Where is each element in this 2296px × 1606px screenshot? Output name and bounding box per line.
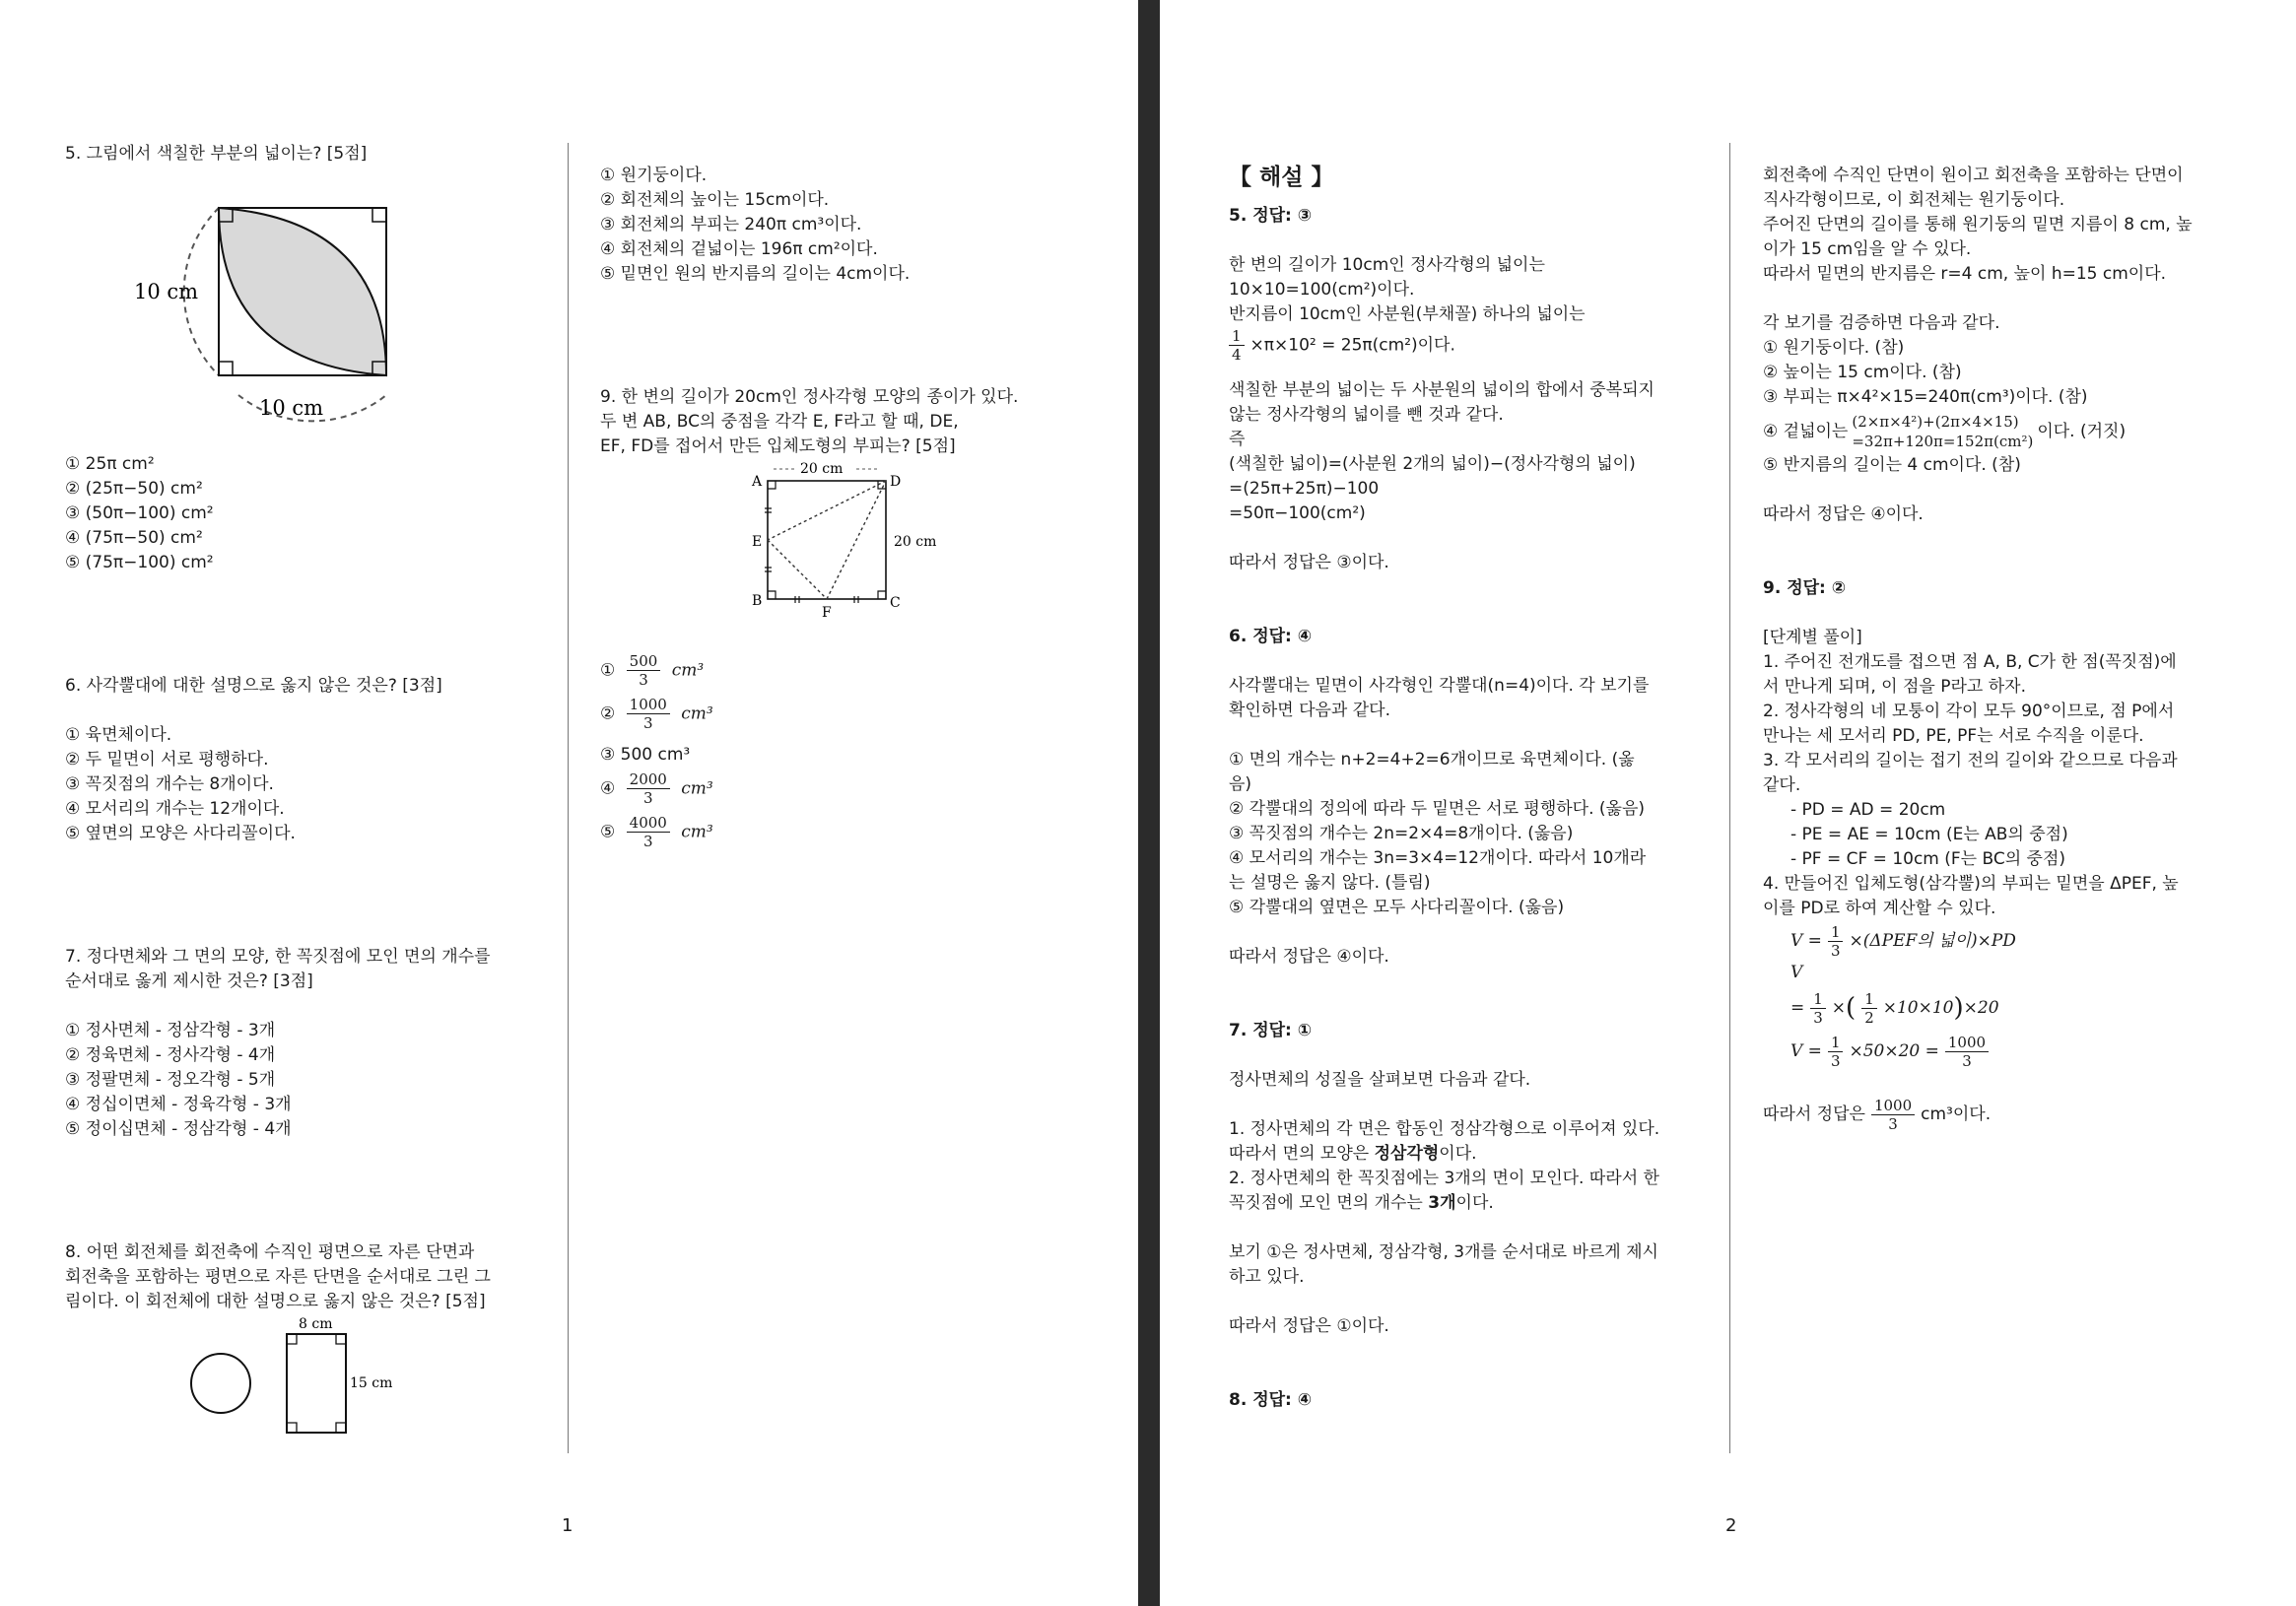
a8-line2: 직사각형이므로, 이 회전체는 원기둥이다.: [1763, 190, 2065, 210]
q7-option-3[interactable]: ③ 정팔면체 - 정오각형 - 5개: [65, 1070, 276, 1090]
a5-line8: (색칠한 넓이)=(사분원 2개의 넓이)−(정사각형의 넓이): [1229, 454, 1636, 474]
q9-option-1[interactable]: ① $\frac{500}{3}$ cm³: [600, 652, 705, 689]
a6-line2: 확인하면 다음과 같다.: [1229, 701, 1391, 720]
a5-answer: 5. 정답: ③: [1229, 206, 1313, 226]
q9-top-label: 20 cm: [800, 461, 844, 477]
q6-text: 6. 사각뿔대에 대한 설명으로 옳지 않은 것은? [3점]: [65, 676, 442, 696]
q5-option-4[interactable]: ④ (75π−50) cm²: [65, 528, 203, 548]
q9-figure: [738, 459, 994, 627]
a8-check-1: ① 원기둥이다. (참): [1763, 338, 1905, 358]
q5-option-1[interactable]: ① 25π cm²: [65, 454, 155, 474]
a5-line6: 않는 정사각형의 넓이를 뺀 것과 같다.: [1229, 405, 1504, 425]
a5-line10: =50π−100(cm²): [1229, 503, 1366, 523]
q8-rectangle-cross-section: [287, 1334, 346, 1433]
a5-line3: 반지름이 10cm인 사분원(부채꼴) 하나의 넓이는: [1229, 304, 1586, 324]
a6-line5: ② 각뿔대의 정의에 따라 두 밑면은 서로 평행하다. (옳음): [1229, 799, 1646, 819]
q8-figure: [188, 1314, 425, 1452]
a6-line7: ④ 모서리의 개수는 3n=3×4=12개이다. 따라서 10개라: [1229, 848, 1647, 868]
q9-option-2[interactable]: ② $\frac{1000}{3}$ cm³: [600, 696, 713, 732]
q8-option-1[interactable]: ① 원기둥이다.: [600, 166, 708, 185]
q8-option-5[interactable]: ⑤ 밑면인 원의 반지름의 길이는 4cm이다.: [600, 264, 911, 284]
a6-line8: 는 설명은 옳지 않다. (틀림): [1229, 873, 1431, 893]
a6-answer: 6. 정답: ④: [1229, 627, 1313, 646]
a8-line3: 주어진 단면의 길이를 통해 원기둥의 밑면 지름이 8 cm, 높: [1763, 215, 2193, 234]
q5-option-3[interactable]: ③ (50π−100) cm²: [65, 503, 214, 523]
a7-line3: 따라서 면의 모양은 정삼각형이다.: [1229, 1144, 1477, 1164]
a9-conclusion: 따라서 정답은 $\frac{1000}{3}$ cm³이다.: [1763, 1096, 1992, 1133]
a9-line7: - PD = AD = 20cm: [1790, 800, 1946, 820]
q7-option-5[interactable]: ⑤ 정이십면체 - 정삼각형 - 4개: [65, 1119, 292, 1139]
page-2: [1160, 0, 2296, 1606]
a9-line10: 4. 만들어진 입체도형(삼각뿔)의 부피는 밑면을 ΔPEF, 높: [1763, 874, 2179, 894]
solution-heading: 【 해설 】: [1229, 165, 1334, 190]
a8-line1: 회전축에 수직인 단면이 원이고 회전축을 포함하는 단면이: [1763, 166, 2184, 185]
a7-line2: 1. 정사면체의 각 면은 합동인 정삼각형으로 이루어져 있다.: [1229, 1119, 1660, 1139]
q5-option-5[interactable]: ⑤ (75π−100) cm²: [65, 553, 214, 572]
q6-option-5[interactable]: ⑤ 옆면의 모양은 사다리꼴이다.: [65, 824, 296, 843]
q5-figure: [134, 167, 430, 423]
a9-line5: 3. 각 모서리의 길이는 접기 전의 길이와 같으므로 다음과: [1763, 751, 2178, 770]
q6-option-2[interactable]: ② 두 밑면이 서로 평행하다.: [65, 750, 269, 770]
q7-option-1[interactable]: ① 정사면체 - 정삼각형 - 3개: [65, 1021, 276, 1040]
q8-text-line2: 회전축을 포함하는 평면으로 자른 단면을 순서대로 그린 그: [65, 1267, 491, 1287]
a7-conclusion: 따라서 정답은 ①이다.: [1229, 1316, 1389, 1336]
a8-check-3: ③ 부피는 π×4²×15=240π(cm³)이다. (참): [1763, 387, 2088, 407]
a9-formula-1: V = $\frac{1}{3}$ ×(ΔPEF의 넓이)×PD: [1790, 922, 2016, 960]
page2-column-divider: [1729, 143, 1730, 1453]
a9-line2: 서 만나게 되며, 이 점을 P라고 하자.: [1763, 677, 2026, 697]
a8-conclusion: 따라서 정답은 ④이다.: [1763, 504, 1924, 524]
a6-conclusion: 따라서 정답은 ④이다.: [1229, 947, 1389, 967]
a8-line5: 따라서 밑면의 반지름은 r=4 cm, 높이 h=15 cm이다.: [1763, 264, 2167, 284]
q9-text-line2: 두 변 AB, BC의 중점을 각각 E, F라고 할 때, DE,: [600, 412, 959, 432]
q9-option-4[interactable]: ④ $\frac{2000}{3}$ cm³: [600, 770, 713, 807]
q9-right-label: 20 cm: [894, 534, 937, 550]
q8-option-3[interactable]: ③ 회전체의 부피는 240π cm³이다.: [600, 215, 862, 234]
a9-line3: 2. 정사각형의 네 모퉁이 각이 모두 90°이므로, 점 P에서: [1763, 702, 2175, 721]
q7-text-line2: 순서대로 옳게 제시한 것은? [3점]: [65, 971, 313, 991]
a7-line6: 보기 ①은 정사면체, 정삼각형, 3개를 순서대로 바르게 제시: [1229, 1242, 1658, 1262]
a6-line3: ① 면의 개수는 n+2=4+2=6개이므로 육면체이다. (옳: [1229, 750, 1635, 770]
q5-side-label: 10 cm: [134, 280, 199, 303]
page1-right-column: [600, 164, 1068, 857]
a7-line4: 2. 정사면체의 한 꼭짓점에는 3개의 면이 모인다. 따라서 한: [1229, 1169, 1659, 1188]
q8-option-2[interactable]: ② 회전체의 높이는 15cm이다.: [600, 190, 830, 210]
q8-top-label: 8 cm: [299, 1316, 333, 1332]
page2-left-column: [1229, 166, 1697, 1413]
page1-column-divider: [568, 143, 569, 1453]
a9-line6: 같다.: [1763, 775, 1801, 795]
page2-right-column: [1763, 164, 2234, 1136]
q9-text-line3: EF, FD를 접어서 만든 입체도형의 부피는? [5점]: [600, 436, 956, 456]
q7-option-4[interactable]: ④ 정십이면체 - 정육각형 - 3개: [65, 1095, 292, 1114]
q7-text-line1: 7. 정다면체와 그 면의 모양, 한 꼭짓점에 모인 면의 개수를: [65, 947, 491, 967]
q8-option-4[interactable]: ④ 회전체의 겉넓이는 196π cm²이다.: [600, 239, 878, 259]
a9-answer: 9. 정답: ②: [1763, 578, 1847, 598]
a5-line9: =(25π+25π)−100: [1229, 479, 1380, 499]
page-gutter: [1138, 0, 1160, 1606]
page1-left-column: [65, 142, 538, 1452]
q9-point-E: E: [752, 534, 763, 550]
q5-text: 5. 그림에서 색칠한 부분의 넓이는? [5점]: [65, 144, 368, 164]
a8-answer: 8. 정답: ④: [1229, 1390, 1313, 1410]
a5-conclusion: 따라서 정답은 ③이다.: [1229, 553, 1389, 572]
a9-line0: [단계별 풀이]: [1763, 628, 1862, 647]
a8-check-4: ④ 겉넓이는 (2×π×4²)+(2π×4×15) =32π+120π=152π(cm²) 이다. (거짓): [1763, 413, 2127, 450]
a9-line1: 1. 주어진 전개도를 접으면 점 A, B, C가 한 점(꼭짓점)에: [1763, 652, 2177, 672]
a9-formula-4: V = $\frac{1}{3}$ ×50×20 = $\frac{1000}{3}$: [1763, 1030, 2234, 1073]
a7-line7: 하고 있다.: [1229, 1267, 1305, 1287]
a9-formula-3: = $\frac{1}{3}$ × ( $\frac{1}{2}$ ×10×10 ) ×20: [1790, 989, 1999, 1027]
a6-line1: 사각뿔대는 밑면이 사각형인 각뿔대(n=4)이다. 각 보기를: [1229, 676, 1650, 696]
q7-option-2[interactable]: ② 정육면체 - 정사각형 - 4개: [65, 1045, 276, 1065]
q8-text-line1: 8. 어떤 회전체를 회전축에 수직인 평면으로 자른 단면과: [65, 1242, 475, 1262]
q6-option-1[interactable]: ① 육면체이다.: [65, 725, 172, 745]
a7-answer: 7. 정답: ①: [1229, 1021, 1313, 1040]
a5-line5: 색칠한 부분의 넓이는 두 사분원의 넓이의 합에서 중복되지: [1229, 380, 1654, 400]
q5-bottom-label: 10 cm: [259, 396, 324, 420]
a9-line4: 만나는 세 모서리 PD, PE, PF는 서로 수직을 이룬다.: [1763, 726, 2144, 746]
q8-side-label: 15 cm: [350, 1375, 393, 1391]
q5-option-2[interactable]: ② (25π−50) cm²: [65, 479, 203, 499]
q6-option-3[interactable]: ③ 꼭짓점의 개수는 8개이다.: [65, 774, 274, 794]
page-number-2: 2: [1725, 1515, 1737, 1536]
q9-point-C: C: [890, 595, 901, 611]
a8-check-2: ② 높이는 15 cm이다. (참): [1763, 363, 1962, 382]
a9-line11: 이를 PD로 하여 계산할 수 있다.: [1763, 899, 1996, 918]
a5-line1: 한 변의 길이가 10cm인 정사각형의 넓이는: [1229, 255, 1545, 275]
q9-point-A: A: [752, 474, 763, 490]
q6-option-4[interactable]: ④ 모서리의 개수는 12개이다.: [65, 799, 285, 819]
a8-check-5: ⑤ 반지름의 길이는 4 cm이다. (참): [1763, 455, 2021, 475]
q8-circle-cross-section: [191, 1354, 250, 1413]
q9-point-D: D: [890, 474, 902, 490]
a5-line2: 10×10=100(cm²)이다.: [1229, 280, 1415, 300]
page-number-1: 1: [562, 1515, 574, 1536]
q9-text-line1: 9. 한 변의 길이가 20cm인 정사각형 모양의 종이가 있다.: [600, 387, 1019, 407]
a9-line9: - PF = CF = 10cm (F는 BC의 중점): [1790, 849, 2066, 869]
q5-shaded-lens: [219, 208, 386, 375]
a9-formula-2: V: [1790, 963, 1803, 982]
a8-line6: 각 보기를 검증하면 다음과 같다.: [1763, 313, 2000, 333]
a5-line7: 즉: [1229, 430, 1246, 449]
page-1: [0, 0, 1138, 1606]
q8-text-line3: 림이다. 이 회전체에 대한 설명으로 옳지 않은 것은? [5점]: [65, 1292, 486, 1311]
q9-option-5[interactable]: ⑤ $\frac{4000}{3}$ cm³: [600, 814, 713, 850]
q9-option-3[interactable]: ③ 500 cm³: [600, 745, 691, 765]
a7-line1: 정사면체의 성질을 살펴보면 다음과 같다.: [1229, 1070, 1531, 1090]
a8-line4: 이가 15 cm임을 알 수 있다.: [1763, 239, 1972, 259]
a5-line4: $\frac{1}{4}$ ×π×10² = 25π(cm²)이다.: [1229, 327, 1697, 367]
a6-line9: ⑤ 각뿔대의 옆면은 모두 사다리꼴이다. (옳음): [1229, 898, 1565, 917]
a9-line8: - PE = AE = 10cm (E는 AB의 중점): [1790, 825, 2068, 844]
q9-point-B: B: [752, 593, 763, 609]
a6-line4: 음): [1229, 774, 1252, 794]
q9-point-F: F: [822, 605, 832, 621]
a7-line5: 꼭짓점에 모인 면의 개수는 3개이다.: [1229, 1193, 1494, 1213]
a6-line6: ③ 꼭짓점의 개수는 2n=2×4=8개이다. (옳음): [1229, 824, 1574, 843]
q9-square: [768, 481, 886, 599]
